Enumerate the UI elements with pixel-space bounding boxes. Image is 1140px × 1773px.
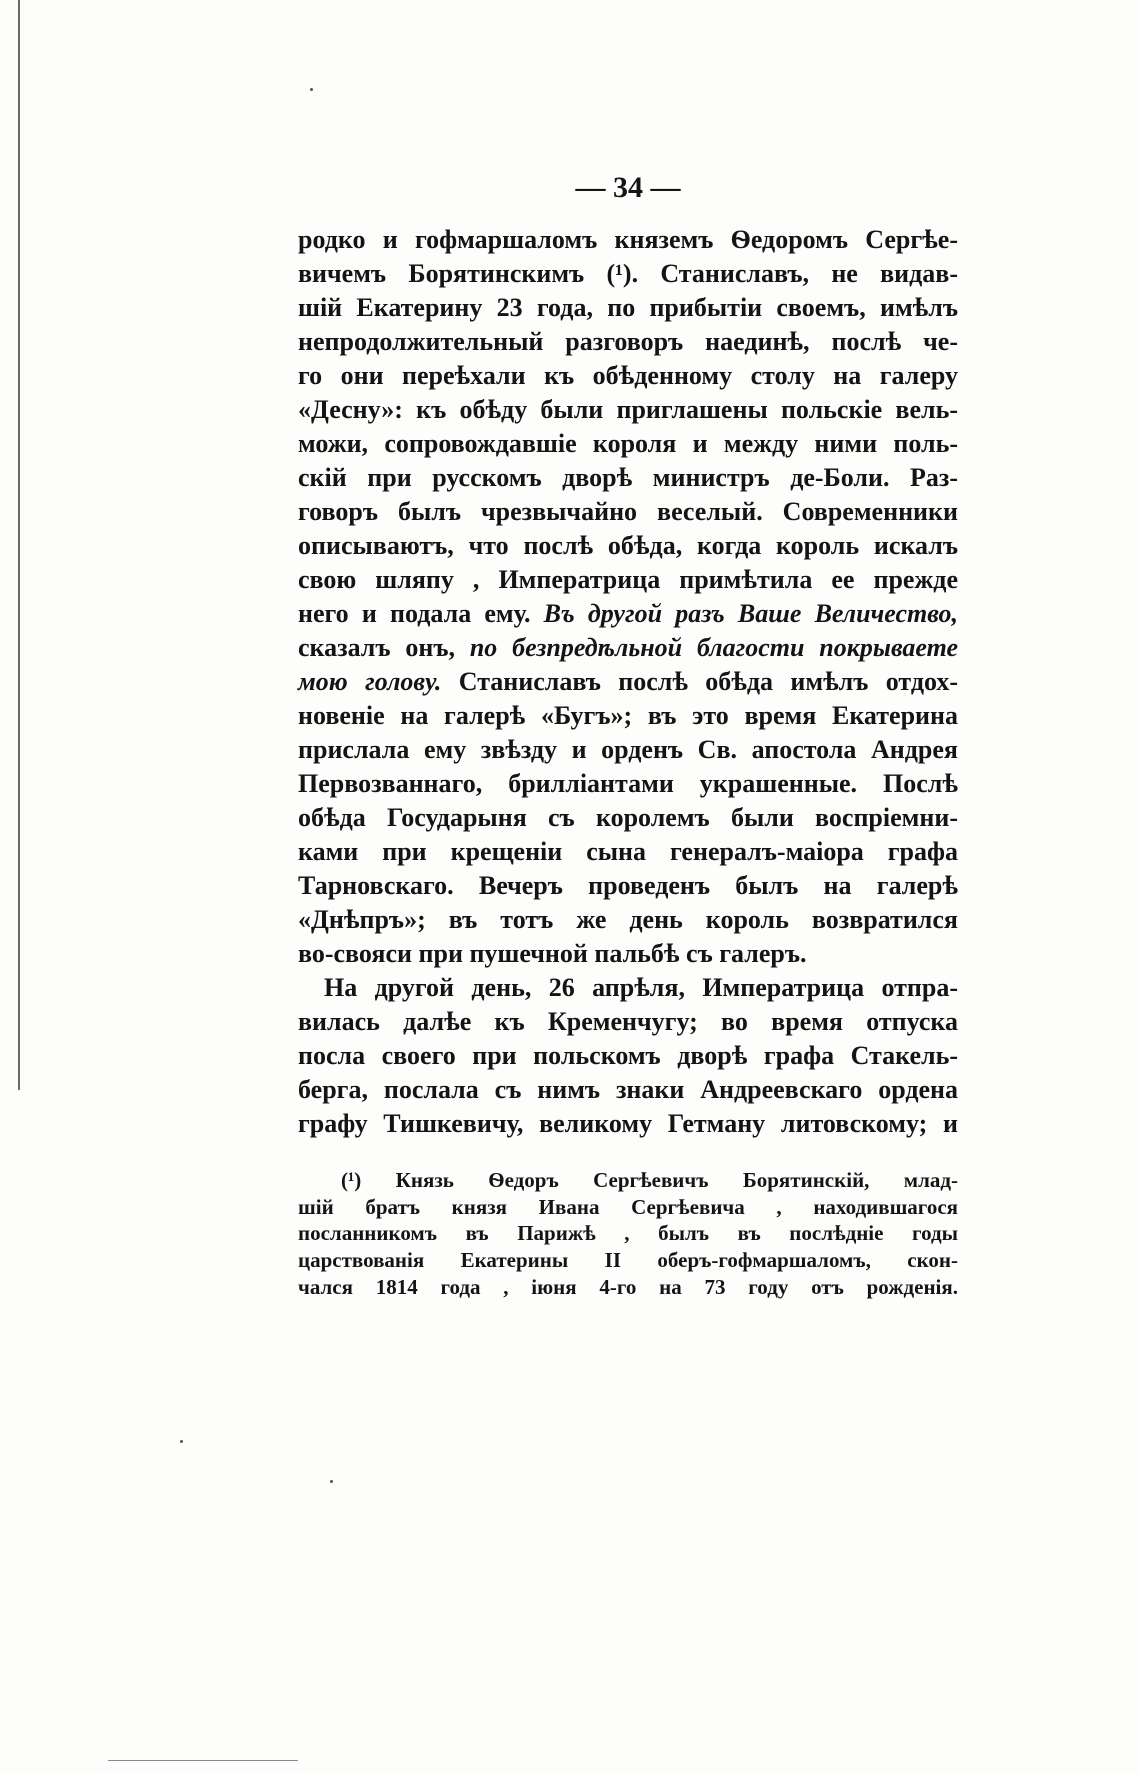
text-line: ками при крещеніи сына генералъ-маіора графа	[298, 837, 958, 866]
text-line	[298, 665, 958, 699]
page-number: — 34 —	[575, 171, 681, 204]
footnote-line: (¹) Князь Ѳедоръ Сергѣевичъ Борятинскій, млад-	[341, 1168, 958, 1192]
text-line: говоръ былъ чрезвычайно веселый. Современники	[298, 497, 958, 526]
text-line: непродолжительный разговоръ наединѣ, послѣ че-	[298, 327, 958, 356]
text-line: можи, сопровождавшіе короля и между ними поль-	[298, 429, 958, 458]
scan-edge-line	[18, 0, 20, 1090]
text-line: вичемъ Борятинскимъ (¹). Станиславъ, не видав-	[298, 259, 958, 288]
text-line: берга, послала съ нимъ знаки Андреевскаго ордена	[298, 1075, 958, 1104]
footnote-line: посланникомъ въ Парижѣ , былъ въ послѣдніе годы	[298, 1221, 958, 1246]
footnote	[298, 1167, 958, 1300]
paragraph-2	[298, 971, 958, 1141]
text-line: Тарновскаго. Вечеръ проведенъ былъ на галерѣ	[298, 871, 958, 900]
footnote-line: царствованія Екатерины II оберъ-гофмаршаломъ, скон-	[298, 1248, 958, 1273]
text-line: во-свояси при пушечной пальбѣ съ галеръ.	[298, 939, 807, 968]
text-line: шій Екатерину 23 года, по прибытіи своемъ, имѣлъ	[298, 293, 958, 322]
text-line: свою шляпу , Императрица примѣтила ее прежде	[298, 565, 958, 594]
paragraph-1	[298, 223, 958, 971]
main-text	[298, 223, 958, 1141]
text-line: описываютъ, что послѣ обѣда, когда король искалъ	[298, 531, 958, 560]
text-line: «Днѣпръ»; въ тотъ же день король возвратился	[298, 905, 958, 934]
scan-speck	[330, 1480, 333, 1483]
text-line: На другой день, 26 апрѣля, Императрица отпра-	[324, 973, 958, 1002]
text-segment: него и подала ему.	[298, 599, 544, 628]
scan-speck	[310, 88, 313, 91]
text-line: графу Тишкевичу, великому Гетману литовскому; и	[298, 1109, 958, 1138]
scan-speck	[180, 1440, 183, 1443]
text-line: прислала ему звѣзду и орденъ Св. апостола Андрея	[298, 735, 958, 764]
footnote-line: чался 1814 года , іюня 4-го на 73 году отъ рожденія.	[298, 1274, 958, 1299]
text-line: новеніе на галерѣ «Бугъ»; въ это время Екатерина	[298, 701, 958, 730]
text-line: го они переѣхали къ обѣденному столу на галеру	[298, 361, 958, 390]
text-line	[298, 597, 958, 631]
text-line	[298, 631, 958, 665]
text-line: Первозваннаго, брилліантами украшенные. Послѣ	[298, 769, 958, 798]
footnote-line: шій братъ князя Ивана Сергѣевича , находившагося	[298, 1194, 958, 1219]
text-segment: сказалъ онъ,	[298, 633, 470, 662]
text-line: родко и гофмаршаломъ княземъ Ѳедоромъ Сергѣе-	[298, 225, 958, 254]
italic-speech-segment: по безпредѣльной благости покрываете	[469, 633, 958, 662]
text-line: «Десну»: къ обѣду были приглашены польскіе вель-	[298, 395, 958, 424]
italic-speech-segment: Въ другой разъ Ваше Величество,	[543, 599, 958, 628]
scan-bottom-line	[108, 1760, 298, 1761]
italic-speech-segment: мою голову.	[298, 667, 442, 696]
text-line: скій при русскомъ дворѣ министръ де-Боли. Раз-	[298, 463, 958, 492]
text-segment: Станиславъ послѣ обѣда имѣлъ отдох-	[441, 667, 958, 696]
text-line: вилась далѣе къ Кременчугу; во время отпуска	[298, 1007, 958, 1036]
text-line: посла своего при польскомъ дворѣ графа Стакель-	[298, 1041, 958, 1070]
text-line: обѣда Государыня съ королемъ были воспріемни-	[298, 803, 958, 832]
